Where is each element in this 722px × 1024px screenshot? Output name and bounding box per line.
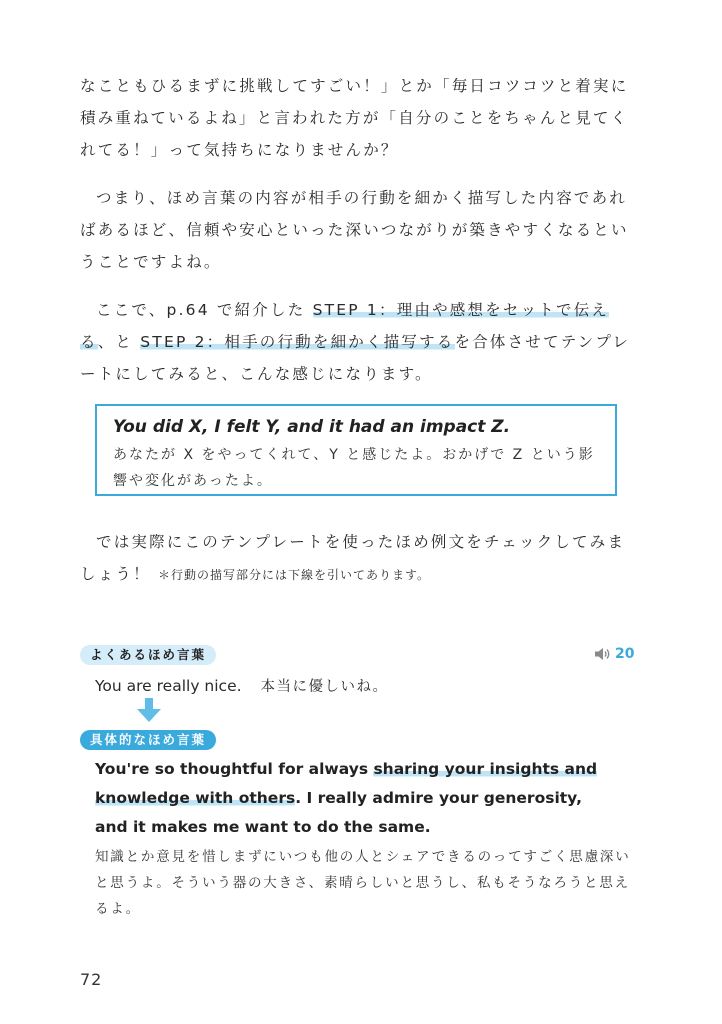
common-compliment <box>95 675 388 698</box>
paragraph-3-intro: ここで、p.64 で紹介した <box>96 301 306 319</box>
paragraph-3-connector: 、と <box>97 333 134 351</box>
down-arrow-icon <box>137 698 161 724</box>
body-paragraph-3 <box>80 294 640 390</box>
specific-compliment-english <box>95 755 615 842</box>
paragraph-2-text: つまり、ほめ言葉の内容が相手の行動を細かく描写した内容であればあるほど、信頼や安心といった深いつながりが築きやすくなるということですよね。 <box>80 189 629 271</box>
common-compliment-japanese: 本当に優しいね。 <box>260 679 389 695</box>
specific-english-start: You're so thoughtful for always <box>95 760 374 778</box>
step2-highlight: STEP 2：相手の行動を細かく描写する <box>140 333 455 351</box>
step1-highlight: STEP 1：理由や感想をセットで伝える <box>80 301 610 351</box>
body-paragraph-2 <box>80 182 640 278</box>
common-compliment-label: よくあるほめ言葉 <box>80 645 216 665</box>
paragraph-1-text: なこともひるまずに挑戦してすごい！」とか「毎日コツコツと着実に積み重ねているよね」と言われた方が「自分のことをちゃんと見てくれてる！」って気持ちになりませんか？ <box>80 77 629 159</box>
underline-note: ＊行動の描写部分には下線を引いてあります。 <box>157 568 430 582</box>
template-japanese: あなたが X をやってくれて、Y と感じたよ。おかげで Z という影響や変化があったよ。 <box>113 447 595 489</box>
audio-track[interactable] <box>594 644 634 664</box>
specific-english-end: . I really admire your generosity, and it makes me want to do the same. <box>95 789 582 836</box>
paragraph-4-text: では実際にこのテンプレートを使ったほめ例文をチェックしてみましょう！ <box>80 533 626 583</box>
page-number: 72 <box>80 970 103 989</box>
body-paragraph-1 <box>80 70 640 166</box>
body-paragraph-4 <box>80 526 640 591</box>
template-english: You did X, I felt Y, and it had an impact Z. <box>113 417 511 437</box>
speaker-icon <box>594 647 612 661</box>
paragraph-3-outro: を合体させてテンプレートにしてみると、こんな感じになります。 <box>80 333 631 383</box>
audio-track-number: 20 <box>615 646 635 662</box>
template-box <box>95 404 617 496</box>
specific-compliment-label: 具体的なほめ言葉 <box>80 730 216 750</box>
specific-english-highlight: sharing your insights and knowledge with others <box>95 760 598 807</box>
specific-compliment-japanese: 知識とか意見を惜しまずにいつも他の人とシェアできるのってすごく思慮深いと思うよ。そういう器の大きさ、素晴らしいと思うし、私もそうなろうと思えるよ。 <box>95 849 631 917</box>
common-compliment-english: You are really nice. <box>95 677 242 695</box>
